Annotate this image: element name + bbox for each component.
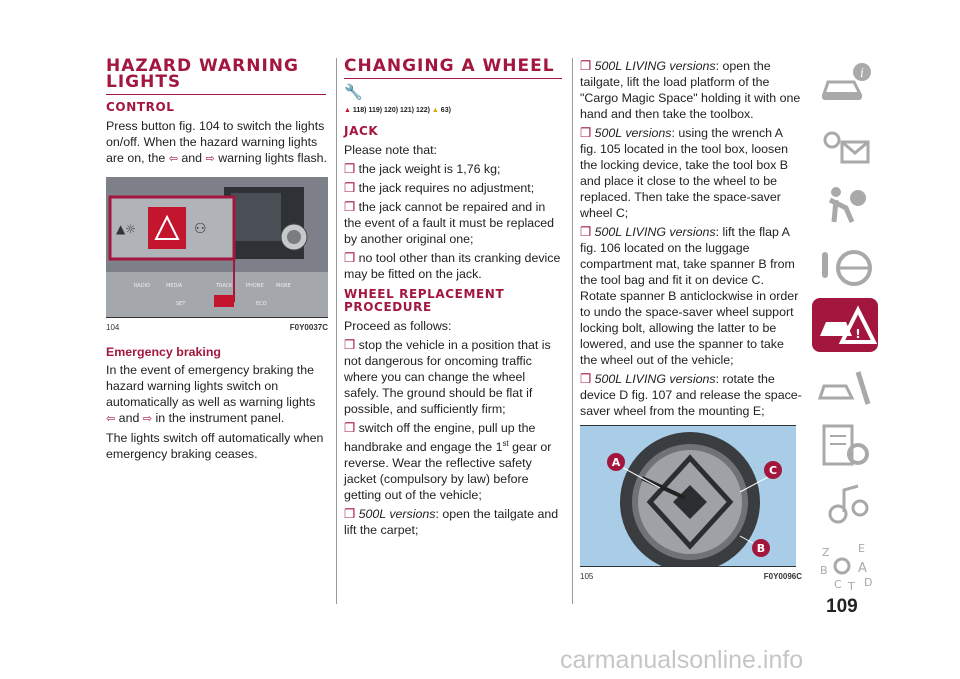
notes-refs: 118) 119) 120) 121) 122) <box>352 107 430 114</box>
bullet-item: ❒ the jack weight is 1,76 kg; <box>344 162 501 176</box>
figure-code: F0Y0096C <box>763 572 802 581</box>
step-text: : open the tailgate and lift the carpet; <box>344 507 559 538</box>
emergency-heading: Emergency braking <box>106 345 222 359</box>
changing-wheel-title: CHANGING A WHEEL <box>344 58 562 79</box>
alphabet-index-icon <box>812 538 878 592</box>
jack-heading: JACK <box>344 124 379 138</box>
please-note: Please note that: <box>344 143 437 157</box>
info-glyph: i <box>860 66 864 80</box>
procedure-heading: WHEEL REPLACEMENT PROCEDURE <box>344 287 505 314</box>
hazard-title: HAZARD WARNING LIGHTS <box>106 58 326 95</box>
control-heading: CONTROL <box>106 100 175 114</box>
document-gear-icon <box>812 418 878 472</box>
sidebar-item-starting-driving[interactable] <box>812 238 878 292</box>
column-divider <box>336 58 337 604</box>
danger-icon: ▲ <box>344 107 351 114</box>
panel-label-set: SET <box>176 301 186 307</box>
step-text: : lift the flap A fig. 106 located on the luggage compartment mat, take spanner B from the tool bag and fit it on device C. Rotate spanner B anticlockwise in order to undo the space-saver wheel support locking bolt, allowing the latter to be lowered, and use the spanner to take the wheel out of the vehicle; <box>580 225 799 367</box>
chapter-sidebar <box>812 58 878 598</box>
step-text: : using the wrench A fig. 105 located in the tool box, loosen the locking device, take the tool box B and place it close to the wheel to be replaced. Then take the space-saver wheel C; <box>580 126 789 220</box>
svg-text:!: ! <box>855 327 861 341</box>
svg-text:E: E <box>858 542 865 555</box>
right-turn-icon: ⇨ <box>205 153 215 165</box>
music-note-icon <box>812 478 878 532</box>
middle-column <box>344 58 562 541</box>
sidebar-item-knowing-car[interactable] <box>812 58 878 112</box>
svg-text:A: A <box>858 561 867 576</box>
version-label: 500L versions <box>358 507 436 522</box>
version-label: 500L LIVING versions <box>594 372 716 386</box>
proceed-text: Proceed as follows: <box>344 319 452 333</box>
step-text: switch off the engine, pull up the handbrake and engage the 1 <box>344 421 536 455</box>
step-item: ❒ 500L versions: using the wrench A fig. 105 located in the tool box, loosen the locking device, take the tool box B and place it close to the wheel to be replaced. Then take the space-saver wheel C; <box>580 126 789 220</box>
right-column <box>580 58 802 591</box>
step-item: ❒ stop the vehicle in a position that is not dangerous for oncoming traffic where you can change the wheel safely. The ground should be flat if possible, and sufficiently firm; <box>344 338 551 416</box>
sidebar-item-multimedia[interactable] <box>812 478 878 532</box>
panel-label-more: MORE <box>276 283 291 289</box>
column-divider <box>572 58 573 604</box>
emergency-text-2: in the instrument panel. <box>155 411 285 425</box>
step-text: stop the vehicle in a position that is not dangerous for oncoming traffic where you can change the wheel safely. The ground should be flat if possible, and sufficiently firm; <box>344 338 551 416</box>
svg-text:▲☼: ▲☼ <box>116 222 136 236</box>
sidebar-item-maintenance[interactable] <box>812 358 878 412</box>
svg-text:⚇: ⚇ <box>194 221 207 237</box>
and-word: and <box>181 151 203 165</box>
page-number: 109 <box>826 596 858 617</box>
spare-wheel-diagram <box>580 426 796 566</box>
bullet-text: the jack requires no adjustment; <box>358 181 535 195</box>
car-info-icon <box>812 58 878 112</box>
figure-number: 105 <box>580 572 594 581</box>
sidebar-item-technical-data[interactable] <box>812 418 878 472</box>
version-label: 500L versions <box>594 126 672 140</box>
svg-text:T: T <box>848 580 855 592</box>
panel-label-phone: PHONE <box>246 283 264 289</box>
step-text: gear or reverse. Wear the reflective safety jacket (compulsory by law) before getting out of the vehicle; <box>344 440 552 503</box>
sidebar-item-in-emergency[interactable] <box>812 298 878 352</box>
step-text: : rotate the device D fig. 107 and release the space-saver wheel from the mounting E; <box>580 372 802 418</box>
bullet-text: the jack weight is 1,76 kg; <box>358 162 501 176</box>
version-label: 500L LIVING versions <box>594 225 716 239</box>
label-a: A <box>611 456 621 469</box>
superscript: st <box>502 439 509 448</box>
lights-envelope-icon <box>812 118 878 172</box>
label-c: C <box>768 464 778 477</box>
panel-label-media: MEDIA <box>166 283 183 289</box>
control-text-1: Press button fig. 104 to switch the lights on/off. When the hazard warning lights are on, the <box>106 119 325 165</box>
left-turn-icon: ⇦ <box>168 153 178 165</box>
figure-number: 104 <box>106 323 120 332</box>
svg-text:D: D <box>864 576 873 589</box>
warning-triangle-car-icon <box>812 298 878 352</box>
figure-104-caption <box>106 320 328 336</box>
jack-icon-row <box>344 85 562 103</box>
panel-label-eco: ECO <box>256 301 267 307</box>
sidebar-item-index[interactable] <box>812 538 878 592</box>
panel-label-radio: RADIO <box>134 283 150 289</box>
steering-wheel-icon <box>812 238 878 292</box>
svg-text:B: B <box>820 564 828 577</box>
step-item: ❒ switch off the engine, pull up the handbrake and engage the 1st gear or reverse. Wear the reflective safety jacket (compulsory by law) before getting out of the vehicle; <box>344 421 552 503</box>
step-item: ❒ 500L versions: open the tailgate and lift the carpet; <box>344 507 559 538</box>
sidebar-item-lights-messages[interactable] <box>812 118 878 172</box>
airbag-person-icon <box>812 178 878 232</box>
emergency-text-3: The lights switch off automatically when emergency braking ceases. <box>106 431 324 461</box>
step-item: ❒ 500L LIVING versions: lift the flap A fig. 106 located on the luggage compartment mat, take spanner B from the tool bag and fit it on device C. Rotate spanner B anticlockwise in order to undo the space-saver wheel support locking bolt, allowing the latter to be lowered, and use the spanner to take the wheel out of the vehicle; <box>580 225 799 367</box>
step-item: ❒ 500L LIVING versions: rotate the device D fig. 107 and release the space-saver wheel from the mounting E; <box>580 372 802 418</box>
version-label: 500L LIVING versions <box>594 59 716 73</box>
notes-refs-2: 63) <box>440 107 451 114</box>
jack-wrench-icon: 🔧 <box>344 84 363 101</box>
caution-icon: ▲ <box>431 107 439 114</box>
bullet-text: the jack cannot be repaired and in the event of a fault it must be replaced by another original one; <box>344 200 555 246</box>
label-b: B <box>756 542 766 555</box>
svg-text:C: C <box>834 578 842 591</box>
watermark: carmanualsonline.info <box>560 646 804 674</box>
panel-label-track: TRACK <box>216 283 233 289</box>
left-turn-icon: ⇦ <box>106 413 116 425</box>
right-turn-icon: ⇨ <box>142 413 153 425</box>
step-text: : open the tailgate, lift the load platform of the "Cargo Magic Space" holding it with one hand and then take the toolbox. <box>580 59 801 121</box>
figure-104 <box>106 177 328 318</box>
control-text-2: warning lights flash. <box>218 151 328 165</box>
bullet-item: ❒ the jack cannot be repaired and in the event of a fault it must be replaced by another original one; <box>344 200 555 246</box>
emergency-text-1: In the event of emergency braking the hazard warning lights switch on automatically as well as warning lights <box>106 363 316 409</box>
emergency-text <box>106 362 328 427</box>
bullet-item: ❒ no tool other than its cranking device may be fitted on the jack. <box>344 251 561 281</box>
figure-code: F0Y0037C <box>289 323 328 332</box>
bullet-text: no tool other than its cranking device may be fitted on the jack. <box>344 251 561 281</box>
warning-notes <box>344 103 562 119</box>
figure-105-caption <box>580 569 802 585</box>
figure-105 <box>580 425 796 567</box>
car-wrench-icon <box>812 358 878 412</box>
control-text <box>106 118 328 167</box>
left-column <box>106 58 328 465</box>
svg-text:Z: Z <box>822 546 830 559</box>
bullet-item: ❒ the jack requires no adjustment; <box>344 181 535 195</box>
sidebar-item-safety[interactable] <box>812 178 878 232</box>
hazard-button-photo <box>106 177 328 317</box>
and-word: and <box>118 411 140 425</box>
step-item: ❒ 500L LIVING versions: open the tailgate, lift the load platform of the "Cargo Magic Space" holding it with one hand and then take the toolbox. <box>580 59 801 121</box>
